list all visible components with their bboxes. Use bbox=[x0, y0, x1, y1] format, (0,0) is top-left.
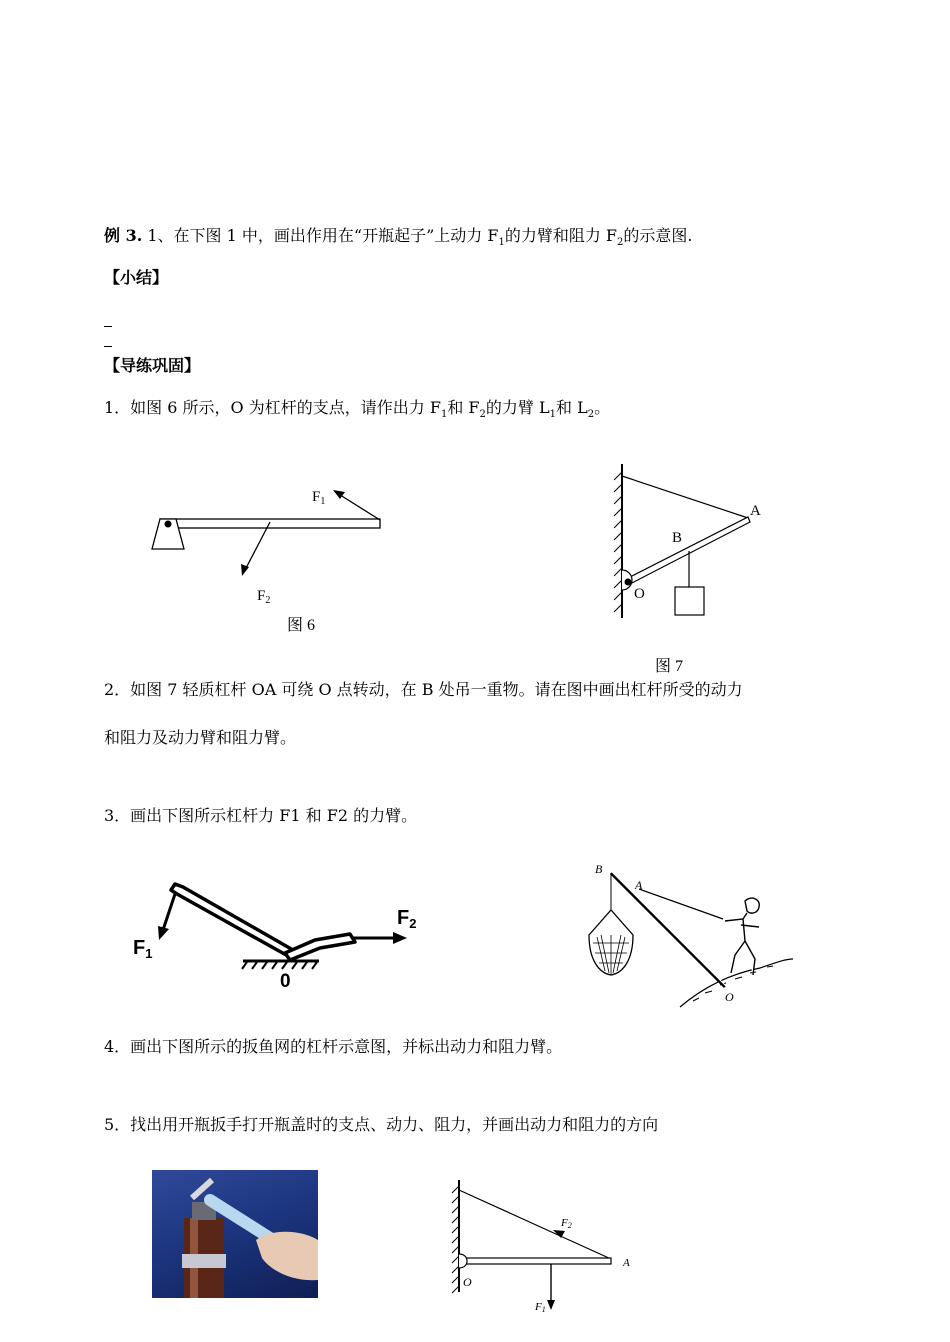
label-a: A bbox=[750, 503, 761, 519]
q1-text: 。 bbox=[594, 398, 611, 417]
practice-heading: 【导练巩固】 bbox=[104, 356, 201, 375]
ground-hatching bbox=[242, 962, 317, 969]
rope bbox=[622, 476, 748, 518]
hanging-weight bbox=[675, 587, 704, 615]
bottle-opener-illustration bbox=[152, 1170, 318, 1298]
person bbox=[725, 898, 759, 975]
hinge bbox=[459, 1254, 467, 1268]
hand bbox=[256, 1232, 318, 1280]
pivot-o bbox=[625, 579, 632, 586]
q1-text: 的力臂 L bbox=[485, 398, 550, 417]
lever-arm-left bbox=[171, 884, 293, 956]
q1-text: 1．如图 6 所示，O 为杠杆的支点，请作出力 F bbox=[104, 398, 441, 417]
arrowhead bbox=[393, 932, 407, 944]
subscript: 1 bbox=[549, 409, 556, 421]
bottle-label bbox=[182, 1254, 226, 1268]
label-o: O bbox=[463, 1275, 472, 1289]
question-2-line-2: 和阻力及动力臂和阻力臂。 bbox=[104, 728, 297, 747]
subscript: 2 bbox=[587, 409, 595, 421]
wall-hatching bbox=[452, 1186, 459, 1293]
lever-bar bbox=[160, 519, 380, 528]
label-o: O bbox=[634, 586, 645, 602]
label-f2: F2 bbox=[561, 1217, 572, 1230]
figure-6-lever bbox=[140, 478, 400, 638]
example-3-prefix: 例 3. bbox=[104, 226, 143, 245]
pole-inner bbox=[612, 872, 726, 986]
fulcrum-pivot bbox=[165, 521, 172, 528]
label-f2: $F_2$ bbox=[257, 588, 271, 606]
question-2-line-1: 2．如图 7 轻质杠杆 OA 可绕 O 点转动，在 B 处吊一重物。请在图中画出杠杆所受的动力 bbox=[104, 680, 743, 699]
label-o: O bbox=[725, 990, 734, 1004]
shore bbox=[680, 959, 793, 1007]
summary-heading: 【小结】 bbox=[104, 268, 169, 287]
subscript: 2 bbox=[479, 409, 486, 421]
subscript: 1 bbox=[440, 409, 448, 421]
force-f1-arrow bbox=[337, 493, 380, 520]
subscript: 1 bbox=[498, 237, 505, 249]
question-4: 4．画出下图所示的扳鱼网的杠杆示意图，并标出动力和阻力臂。 bbox=[104, 1037, 563, 1056]
force-f2-arrow bbox=[245, 522, 270, 570]
arrowhead bbox=[547, 1300, 555, 1310]
force-f1-arrow bbox=[163, 894, 175, 930]
q1-text: 和 L bbox=[555, 398, 588, 417]
lever-arm-right bbox=[285, 934, 355, 960]
label-a: A bbox=[635, 878, 643, 892]
label-b: B bbox=[672, 530, 683, 546]
label-f2: $F_2$ bbox=[397, 907, 417, 931]
label-f1: F1 bbox=[535, 1301, 546, 1314]
blank-line-marker bbox=[104, 326, 112, 327]
figure-7-lever bbox=[600, 460, 780, 680]
lever-oa bbox=[626, 517, 750, 585]
wall-hatching bbox=[614, 472, 622, 612]
figure-fishing-net bbox=[575, 855, 800, 1015]
string bbox=[459, 1190, 611, 1259]
arrowhead bbox=[158, 926, 169, 940]
label-o: 0 bbox=[280, 971, 291, 992]
example-3-line bbox=[104, 226, 693, 253]
question-1 bbox=[104, 398, 610, 425]
question-5: 5．找出用开瓶扳手打开瓶盖时的支点、动力、阻力，并画出动力和阻力的方向 bbox=[104, 1115, 659, 1134]
subscript: 2 bbox=[617, 237, 624, 249]
figure-7-caption: 图 7 bbox=[655, 658, 684, 675]
example-3-text-3: 的示意图. bbox=[623, 226, 693, 245]
example-3-text: 1、在下图 1 中，画出作用在“开瓶起子”上动力 F bbox=[142, 226, 499, 245]
figure-6-caption: 图 6 bbox=[287, 617, 316, 634]
label-f1: $F_1$ bbox=[133, 937, 153, 961]
question-3: 3．画出下图所示杠杆力 F1 和 F2 的力臂。 bbox=[104, 806, 418, 825]
label-a: A bbox=[623, 1257, 630, 1269]
blank-line-marker bbox=[104, 346, 112, 347]
example-3-text-2: 的力臂和阻力 F bbox=[504, 226, 618, 245]
figure-bent-lever bbox=[125, 876, 425, 996]
label-b: B bbox=[595, 862, 603, 876]
label-f1: $F_1$ bbox=[312, 489, 326, 507]
bottle-opener-photo bbox=[152, 1170, 318, 1298]
q1-text: 和 F bbox=[447, 398, 480, 417]
figure-wall-lever bbox=[445, 1176, 645, 1316]
lever-bar bbox=[465, 1258, 611, 1264]
